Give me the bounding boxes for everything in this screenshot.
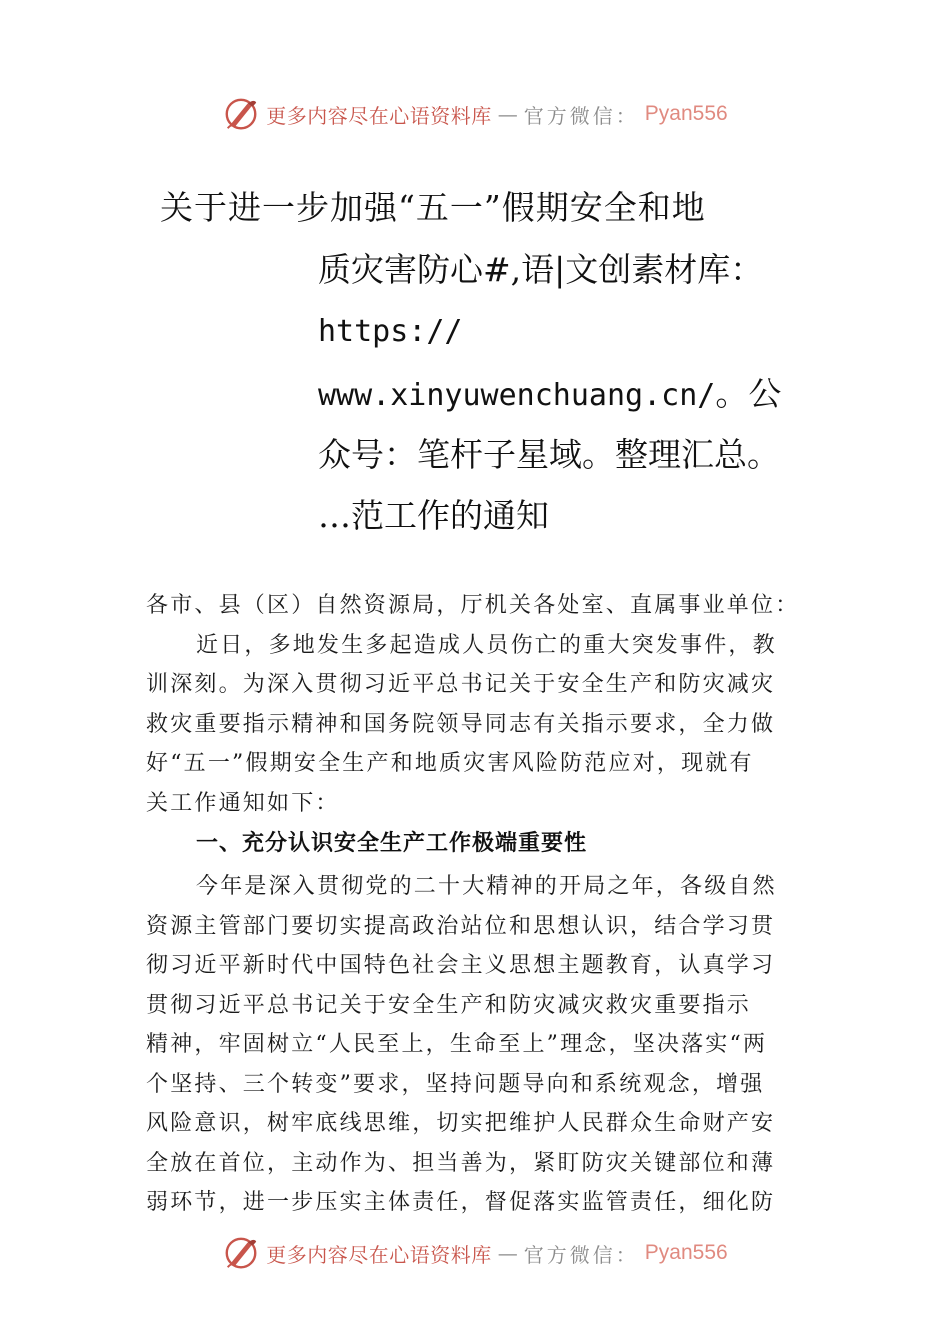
section-heading-1: 一、充分认识安全生产工作极端重要性 bbox=[196, 831, 588, 856]
watermark-wechat-id: Pyan556 bbox=[644, 102, 728, 125]
paragraph-line: 彻习近平新时代中国特色社会主义思想主题教育，认真学习 bbox=[146, 953, 776, 978]
paragraph-line: 近日，多地发生多起造成人员伤亡的重大突发事件，教 bbox=[196, 633, 777, 658]
quill-pen-logo-icon bbox=[222, 95, 260, 133]
paragraph-line: 贯彻习近平总书记关于安全生产和防灾减灾救灾重要指示 bbox=[146, 993, 752, 1018]
paragraph-line: 救灾重要指示精神和国务院领导同志有关指示要求，全力做 bbox=[146, 712, 776, 737]
watermark-wechat-label: 官方微信： bbox=[523, 1242, 639, 1267]
paragraph-line: 关工作通知如下： bbox=[146, 791, 340, 816]
watermark-wechat-id: Pyan556 bbox=[644, 1241, 728, 1264]
document-title-line-6: …范工作的通知 bbox=[318, 496, 549, 535]
watermark-wechat-label: 官方微信： bbox=[523, 103, 639, 128]
salutation: 各市、县（区）自然资源局，厅机关各处室、直属事业单位： bbox=[146, 593, 800, 618]
paragraph-line: 好“五一”假期安全生产和地质灾害风险防范应对，现就有 bbox=[146, 751, 754, 776]
document-title-line-4 bbox=[318, 374, 781, 416]
paragraph-line: 全放在首位，主动作为、担当善为，紧盯防灾关键部位和薄 bbox=[146, 1151, 776, 1176]
watermark-site-text: 更多内容尽在心语资料库 bbox=[266, 1242, 492, 1267]
document-title-line-1: 关于进一步加强“五一”假期安全和地 bbox=[160, 188, 706, 227]
watermark-banner-top bbox=[0, 92, 950, 136]
paragraph-line: 今年是深入贯彻党的二十大精神的开局之年，各级自然 bbox=[196, 874, 777, 899]
document-title-line-3: https:// bbox=[318, 314, 463, 349]
paragraph-line: 精神，牢固树立“人民至上，生命至上”理念，坚决落实“两 bbox=[146, 1032, 768, 1057]
title-url-tail: 。公 bbox=[715, 374, 782, 413]
paragraph-line: 风险意识，树牢底线思维，切实把维护人民群众生命财产安 bbox=[146, 1111, 776, 1136]
watermark-separator: — bbox=[497, 102, 518, 126]
document-title-line-2: 质灾害防心#,语|文创素材库： bbox=[318, 250, 764, 289]
quill-pen-logo-icon bbox=[222, 1234, 260, 1272]
title-url: www.xinyuwenchuang.cn/ bbox=[318, 378, 716, 413]
watermark-site-text: 更多内容尽在心语资料库 bbox=[266, 103, 492, 128]
paragraph-line: 弱环节，进一步压实主体责任，督促落实监管责任，细化防 bbox=[146, 1190, 776, 1215]
paragraph-line: 资源主管部门要切实提高政治站位和思想认识，结合学习贯 bbox=[146, 914, 776, 939]
watermark-banner-bottom bbox=[0, 1231, 950, 1275]
paragraph-line: 训深刻。为深入贯彻习近平总书记关于安全生产和防灾减灾 bbox=[146, 672, 776, 697]
document-title-line-5: 众号：笔杆子星域。整理汇总。 bbox=[318, 435, 780, 474]
paragraph-line: 个坚持、三个转变”要求，坚持问题导向和系统观念，增强 bbox=[146, 1072, 765, 1097]
watermark-separator: — bbox=[497, 1241, 518, 1265]
